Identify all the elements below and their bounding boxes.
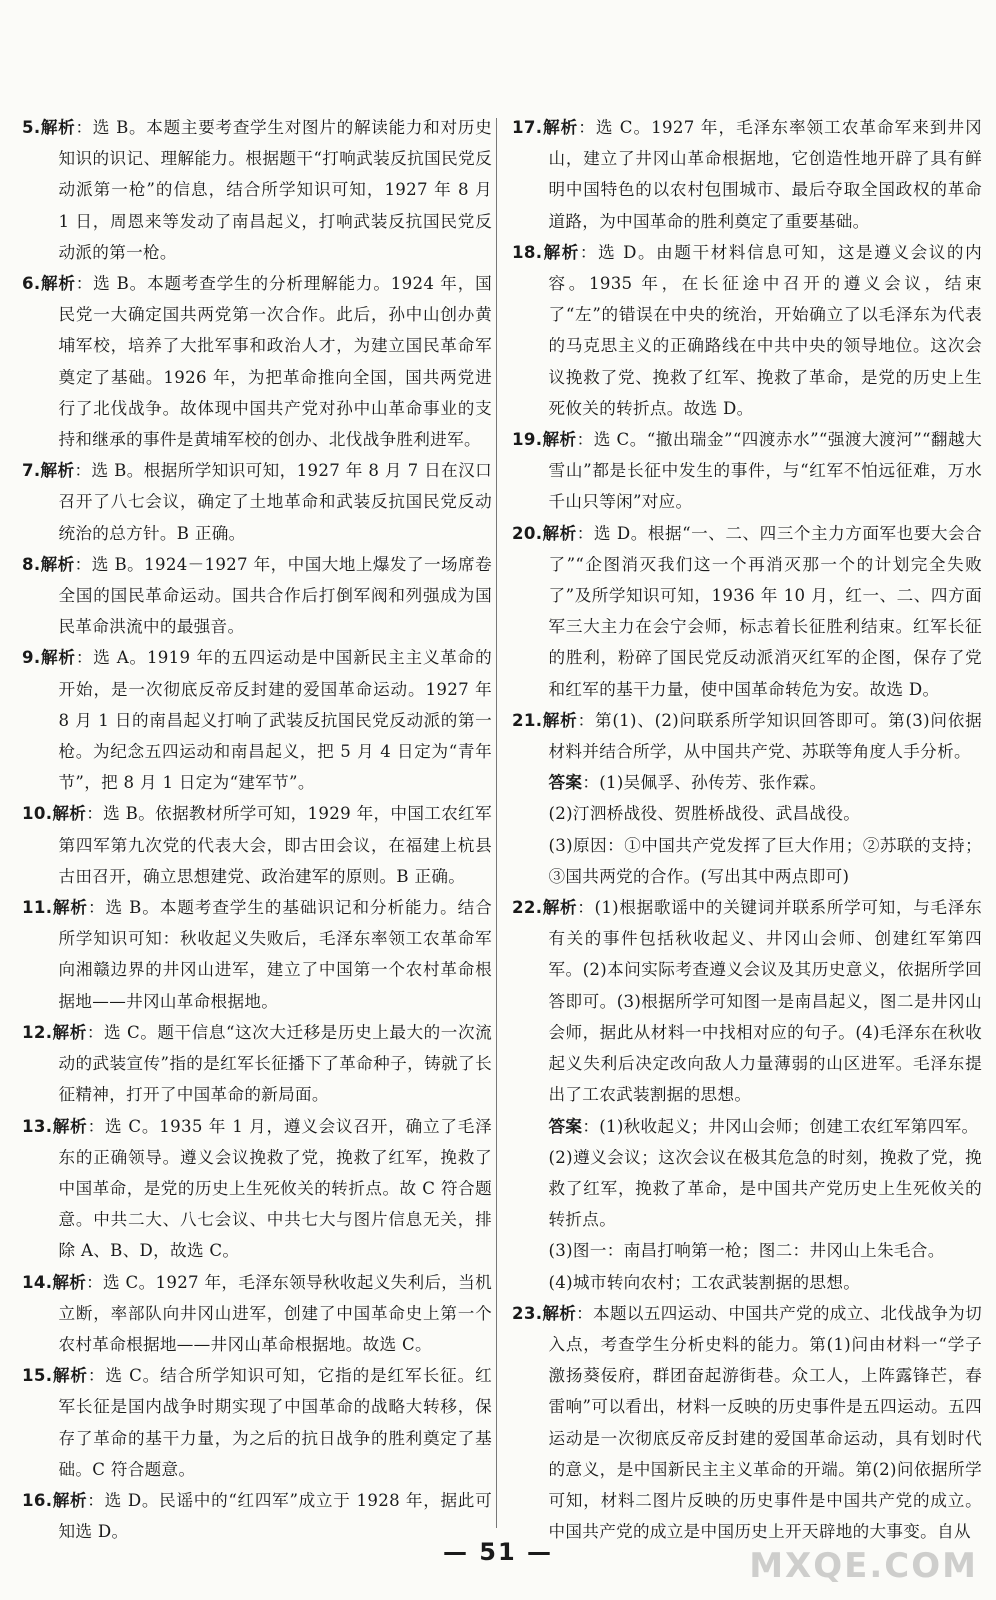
answer-item	[22, 892, 492, 1017]
item-number: 11.	[22, 898, 53, 918]
analysis-text: ：选 B。依据教材所学可知，1929 年，中国工农红军第四军第九次党的代表大会，即古田会议，在福建上杭县古田召开，确立思想建党、政治建军的原则。B 正确。	[58, 804, 492, 886]
answer-item	[22, 1017, 492, 1111]
item-number: 12.	[22, 1022, 53, 1042]
item-number: 14.	[22, 1272, 53, 1292]
analysis-label: 解析	[52, 1366, 88, 1386]
answer-line	[512, 1267, 982, 1298]
item-number: 21.	[512, 710, 543, 730]
item-number: 7.	[22, 461, 41, 481]
answer-text: (3)图一：南昌打响第一枪；图二：井冈山上朱毛合。	[548, 1241, 945, 1261]
answer-label: 答案	[548, 773, 583, 793]
analysis-label: 解析	[542, 523, 577, 543]
item-number: 23.	[512, 1303, 543, 1323]
analysis-text: ：选 C。结合所学知识可知，它指的是红军长征。红军长征是国内战争时期实现了中国革命的战略大转移，保存了革命的基干力量，为之后的抗日战争的胜利奠定了基础。C 符合题意。	[58, 1366, 493, 1479]
analysis-text: ：选 C。“撤出瑞金”“四渡赤水”“强渡大渡河”“翻越大雪山”都是长征中发生的事件，与“红军不怕远征难，万水千山只等闲”对应。	[548, 430, 982, 512]
item-number: 22.	[512, 898, 543, 918]
answer-text: ：(1)秋收起义；井冈山会师；创建工农红军第四军。	[582, 1116, 979, 1136]
answer-item	[22, 642, 492, 798]
answer-line	[512, 1235, 982, 1266]
answer-text: (2)汀泗桥战役、贺胜桥战役、武昌战役。	[548, 804, 861, 824]
item-number: 17.	[512, 118, 543, 137]
answer-text: ：(1)吴佩孚、孙传芳、张作霖。	[582, 773, 827, 793]
answer-text: (2)遵义会议；这次会议在极其危急的时刻，挽救了党，挽救了红军，挽救了革命，是中国共产党历史上生死攸关的转折点。	[548, 1147, 982, 1230]
item-number: 16.	[22, 1490, 53, 1510]
analysis-text: ：选 B。本题考查学生的分析理解能力。1924 年，国民党一大确定国共两党第一次合作。此后，孙中山创办黄埔军校，培养了大批军事和政治人才，为建立国民革命军奠定了基础。1926 年，为把革命推向全国，国共两党进行了北伐战争。故体现中国共产党对孙中山革命事业的支持和继承的事件是黄埔军校的创办、北伐战争胜利进军。	[58, 274, 492, 450]
answer-item	[22, 1360, 492, 1485]
analysis-text: ：选 B。1924－1927 年，中国大地上爆发了一场席卷全国的国民革命运动。国共合作后打倒军阀和列强成为国民革命洪流中的最强音。	[58, 554, 492, 637]
analysis-label: 解析	[52, 1116, 88, 1136]
analysis-label: 解析	[52, 1022, 87, 1042]
analysis-label: 解析	[52, 1272, 87, 1292]
analysis-text: ：选 D。根据“一、二、四三个主力方面军也要大会合了”“企图消灭我们这一个再消灭那一个的计划完全失败了”及所学知识可知，1936 年 10 月，红一、二、四方面军三大主力在会宁会师，标志着长征胜利结束。红军长征的胜利，粉碎了国民党反动派消灭红军的企图，保存了党和红军的基干力量，使中国革命转危为安。故选 D。	[548, 523, 983, 699]
analysis-text: ：选 C。1935 年 1 月，遵义会议召开，确立了毛泽东的正确领导。遵义会议挽救了党，挽救了红军，挽救了中国革命，是党的历史上生死攸关的转折点。故 C 符合题意。中共二大、八七会议、中共七大与图片信息无关，排除 A、B、D，故选 C。	[58, 1116, 492, 1261]
analysis-text: ：第(1)、(2)问联系所学知识回答即可。第(3)问依据材料并结合所学，从中国共产党、苏联等角度人手分析。	[548, 710, 982, 762]
answer-item	[22, 1111, 492, 1267]
analysis-text: ：(1)根据歌谣中的关键词并联系所学可知，与毛泽东有关的事件包括秋收起义、井冈山会师、创建红军第四军。(2)本问实际考查遵义会议及其历史意义，依据所学回答即可。(3)根据所学可知图一是南昌起义，图二是井冈山会师，据此从材料一中找相对应的句子。(4)毛泽东在秋收起义失利后决定改向敌人力量薄弱的山区进军。毛泽东提出了工农武装割据的思想。	[548, 898, 982, 1105]
analysis-text: ：本题以五四运动、中国共产党的成立、北伐战争为切入点，考查学生分析史料的能力。第(1)问由材料一“学子激扬葵佞府，群团奋起游街巷。众工人，上阵露锋芒，春雷响”可以看出，材料一反映的历史事件是五四运动。五四运动是一次彻底反帝反封建的爱国革命运动，具有划时代的意义，是中国新民主主义革命的开端。第(2)问依据所学可知，材料二图片反映的历史事件是中国共产党的成立。中国共产党的成立是中国历史上开天辟地的大事变。自从	[548, 1303, 982, 1542]
item-number: 18.	[512, 242, 543, 262]
analysis-label: 解析	[40, 648, 76, 668]
watermark-logo: MXQE.COM	[749, 1546, 978, 1586]
item-number: 6.	[22, 274, 41, 294]
answer-item	[512, 518, 982, 705]
analysis-label: 解析	[542, 118, 579, 137]
analysis-label: 解析	[40, 554, 75, 574]
answer-line	[512, 767, 982, 798]
analysis-label: 解析	[542, 1303, 577, 1323]
page-number: — 51 —	[442, 1538, 554, 1566]
analysis-text: ：选 B。根据所学知识可知，1927 年 8 月 7 日在汉口召开了八七会议，确定了土地革命和武装反抗国民党反动统治的总方针。B 正确。	[58, 461, 492, 543]
answer-line	[512, 1142, 982, 1236]
analysis-label: 解析	[542, 242, 580, 262]
answer-item	[22, 112, 492, 268]
answer-item	[22, 268, 492, 455]
analysis-text: ：选 C。1927 年，毛泽东领导秋收起义失利后，当机立断，率部队向井冈山进军，创建了中国革命史上第一个农村革命根据地——井冈山革命根据地。故选 C。	[58, 1272, 492, 1354]
analysis-text: ：选 C。1927 年，毛泽东率领工农革命军来到井冈山，建立了井冈山革命根据地，它创造性地开辟了具有鲜明中国特色的以农村包围城市、最后夺取全国政权的革命道路，为中国革命的胜利奠定了重要基础。	[548, 118, 982, 231]
analysis-label: 解析	[542, 430, 577, 450]
answer-text: (4)城市转向农村；工农武装割据的思想。	[548, 1272, 861, 1292]
analysis-text: ：选 D。由题干材料信息可知，这是遵义会议的内容。1935 年，在长征途中召开的遵义会议，结束了“左”的错误在中央的统治，开始确立了以毛泽东为代表的马克思主义的正确路线在中共中央的领导地位。这次会议挽救了党、挽救了红军、挽救了革命，是党的历史上生死攸关的转折点。故选 D。	[548, 242, 982, 418]
answer-item	[512, 1298, 982, 1548]
item-number: 19.	[512, 430, 543, 450]
analysis-label: 解析	[40, 118, 76, 137]
answer-item	[22, 455, 492, 549]
answer-item	[22, 798, 492, 892]
item-number: 8.	[22, 554, 41, 574]
item-number: 5.	[22, 118, 41, 137]
item-number: 9.	[22, 648, 41, 668]
analysis-label: 解析	[52, 898, 88, 918]
analysis-label: 解析	[52, 804, 87, 824]
analysis-label: 解析	[52, 1490, 88, 1510]
answer-label: 答案	[548, 1116, 583, 1136]
analysis-label: 解析	[542, 710, 578, 730]
right-column	[512, 112, 982, 1547]
analysis-text: ：选 B。本题主要考查学生对图片的解读能力和对历史知识的识记、理解能力。根据题干“打响武装反抗国民党反动派第一枪”的信息，结合所学知识可知，1927 年 8 月 1 日，周恩来等发动了南昌起义，打响武装反抗国民党反动派的第一枪。	[58, 118, 492, 262]
analysis-label: 解析	[40, 461, 75, 481]
answer-line	[512, 1111, 982, 1142]
analysis-text: ：选 A。1919 年的五四运动是中国新民主主义革命的开始，是一次彻底反帝反封建的爱国革命运动。1927 年 8 月 1 日的南昌起义打响了武装反抗国民党反动派的第一枪。为纪念五四运动和南昌起义，把 5 月 4 日定为“青年节”，把 8 月 1 日定为“建军节”。	[58, 648, 492, 793]
answer-item	[22, 1267, 492, 1361]
answer-item	[512, 705, 982, 767]
analysis-text: ：选 D。民谣中的“红四军”成立于 1928 年，据此可知选 D。	[58, 1490, 492, 1542]
answer-item	[512, 424, 982, 518]
answer-text: (3)原因：①中国共产党发挥了巨大作用；②苏联的支持；③国共两党的合作。(写出其中两点即可)	[548, 835, 982, 886]
analysis-text: ：选 B。本题考查学生的基础识记和分析能力。结合所学知识可知：秋收起义失败后，毛泽东率领工农革命军向湘赣边界的井冈山进军，建立了中国第一个农村革命根据地——井冈山革命根据地。	[58, 898, 492, 1011]
analysis-label: 解析	[542, 898, 578, 918]
answer-line	[512, 830, 982, 892]
answer-item	[512, 892, 982, 1110]
left-column	[22, 112, 492, 1547]
answer-item	[512, 112, 982, 237]
item-number: 13.	[22, 1116, 53, 1136]
item-number: 10.	[22, 804, 53, 824]
answer-item	[22, 549, 492, 643]
analysis-text: ：选 C。题干信息“这次大迁移是历史上最大的一次流动的武装宣传”指的是红军长征播下了革命种子，铸就了长征精神，打开了中国革命的新局面。	[58, 1022, 492, 1105]
analysis-label: 解析	[40, 274, 76, 294]
item-number: 20.	[512, 523, 543, 543]
answer-item	[512, 237, 982, 424]
item-number: 15.	[22, 1366, 53, 1386]
answer-line	[512, 798, 982, 829]
column-divider	[496, 118, 497, 1528]
